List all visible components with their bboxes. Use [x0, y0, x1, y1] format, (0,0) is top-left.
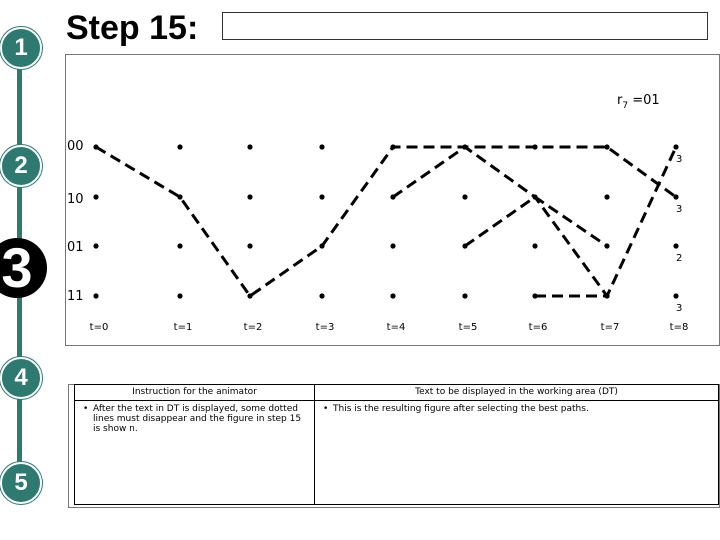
trellis-node-00-t5	[462, 144, 467, 149]
step-node-1[interactable]: 1	[0, 27, 42, 69]
animator-instruction-cell	[75, 401, 315, 505]
time-label-t7: t=7	[600, 322, 620, 333]
trellis-node-01-t0	[93, 243, 98, 248]
survivor-path-4	[535, 147, 676, 296]
step-node-3-current[interactable]: 3	[0, 238, 47, 298]
trellis-node-01-t8	[673, 243, 678, 248]
time-label-t6: t=6	[528, 322, 548, 333]
trellis-node-10-t2	[247, 194, 252, 199]
trellis-node-00-t8	[673, 144, 678, 149]
received-symbol-annotation: $r_7 =01$	[617, 93, 660, 111]
trellis-node-00-t6	[532, 144, 537, 149]
time-label-t4: t=4	[386, 322, 406, 333]
state-label-00: 00	[67, 139, 84, 154]
trellis-node-01-t2	[247, 243, 252, 248]
state-label-01: 01	[67, 240, 84, 255]
animator-instruction-header: Instruction for the animator	[75, 385, 315, 401]
time-label-t1: t=1	[173, 322, 193, 333]
trellis-node-10-t6	[532, 194, 537, 199]
trellis-node-11-t4	[390, 293, 395, 298]
trellis-node-01-t3	[319, 243, 324, 248]
time-label-t5: t=5	[458, 322, 478, 333]
time-label-t0: t=0	[89, 322, 109, 333]
trellis-node-10-t0	[93, 194, 98, 199]
trellis-node-10-t3	[319, 194, 324, 199]
time-axis-labels	[90, 322, 689, 333]
animator-instruction-text: After the text in DT is displayed, some dotted lines must disappear and the figure in step 15 is show n.	[93, 404, 302, 434]
instruction-table	[74, 384, 719, 505]
trellis-node-11-t5	[462, 293, 467, 298]
time-label-t8: t=8	[669, 322, 689, 333]
path-metric-00: 3	[676, 154, 683, 165]
path-metric-01: 2	[676, 253, 683, 264]
trellis-node-10-t1	[177, 194, 182, 199]
survivor-path-3	[465, 197, 607, 246]
trellis-node-00-t1	[177, 144, 182, 149]
trellis-node-01-t7	[604, 243, 609, 248]
trellis-node-10-t5	[462, 194, 467, 199]
trellis-node-11-t6	[532, 293, 537, 298]
trellis-node-01-t6	[532, 243, 537, 248]
trellis-node-11-t8	[673, 293, 678, 298]
trellis-node-10-t4	[390, 194, 395, 199]
trellis-node-11-t3	[319, 293, 324, 298]
bullet: •	[323, 404, 329, 414]
display-text-header: Text to be displayed in the working area (DT)	[315, 385, 719, 401]
step-node-5[interactable]: 5	[0, 462, 42, 504]
survivor-path-1	[96, 147, 676, 296]
trellis-node-01-t4	[390, 243, 395, 248]
trellis-nodes	[93, 144, 678, 298]
trellis-node-00-t4	[390, 144, 395, 149]
trellis-node-11-t7	[604, 293, 609, 298]
bullet: •	[83, 404, 89, 414]
path-metric-10: 3	[676, 204, 683, 215]
display-text-cell	[315, 401, 719, 505]
time-label-t2: t=2	[243, 322, 263, 333]
trellis-node-00-t2	[247, 144, 252, 149]
time-label-t3: t=3	[315, 322, 335, 333]
trellis-node-11-t2	[247, 293, 252, 298]
trellis-node-11-t0	[93, 293, 98, 298]
trellis-node-00-t3	[319, 144, 324, 149]
page-title: Step 15:	[66, 9, 199, 47]
trellis-node-10-t7	[604, 194, 609, 199]
trellis-node-11-t1	[177, 293, 182, 298]
trellis-node-10-t8	[673, 194, 678, 199]
trellis-node-01-t1	[177, 243, 182, 248]
path-metric-labels	[676, 154, 682, 314]
state-label-11: 11	[67, 289, 84, 304]
display-text: This is the resulting figure after selecting the best paths.	[333, 404, 589, 414]
trellis-node-01-t5	[462, 243, 467, 248]
step-node-2[interactable]: 2	[0, 145, 42, 187]
state-label-10: 10	[67, 192, 84, 207]
path-metric-11: 3	[676, 303, 683, 314]
trellis-node-00-t0	[93, 144, 98, 149]
survivor-paths	[96, 147, 676, 296]
trellis-node-00-t7	[604, 144, 609, 149]
step-node-4[interactable]: 4	[0, 357, 42, 399]
